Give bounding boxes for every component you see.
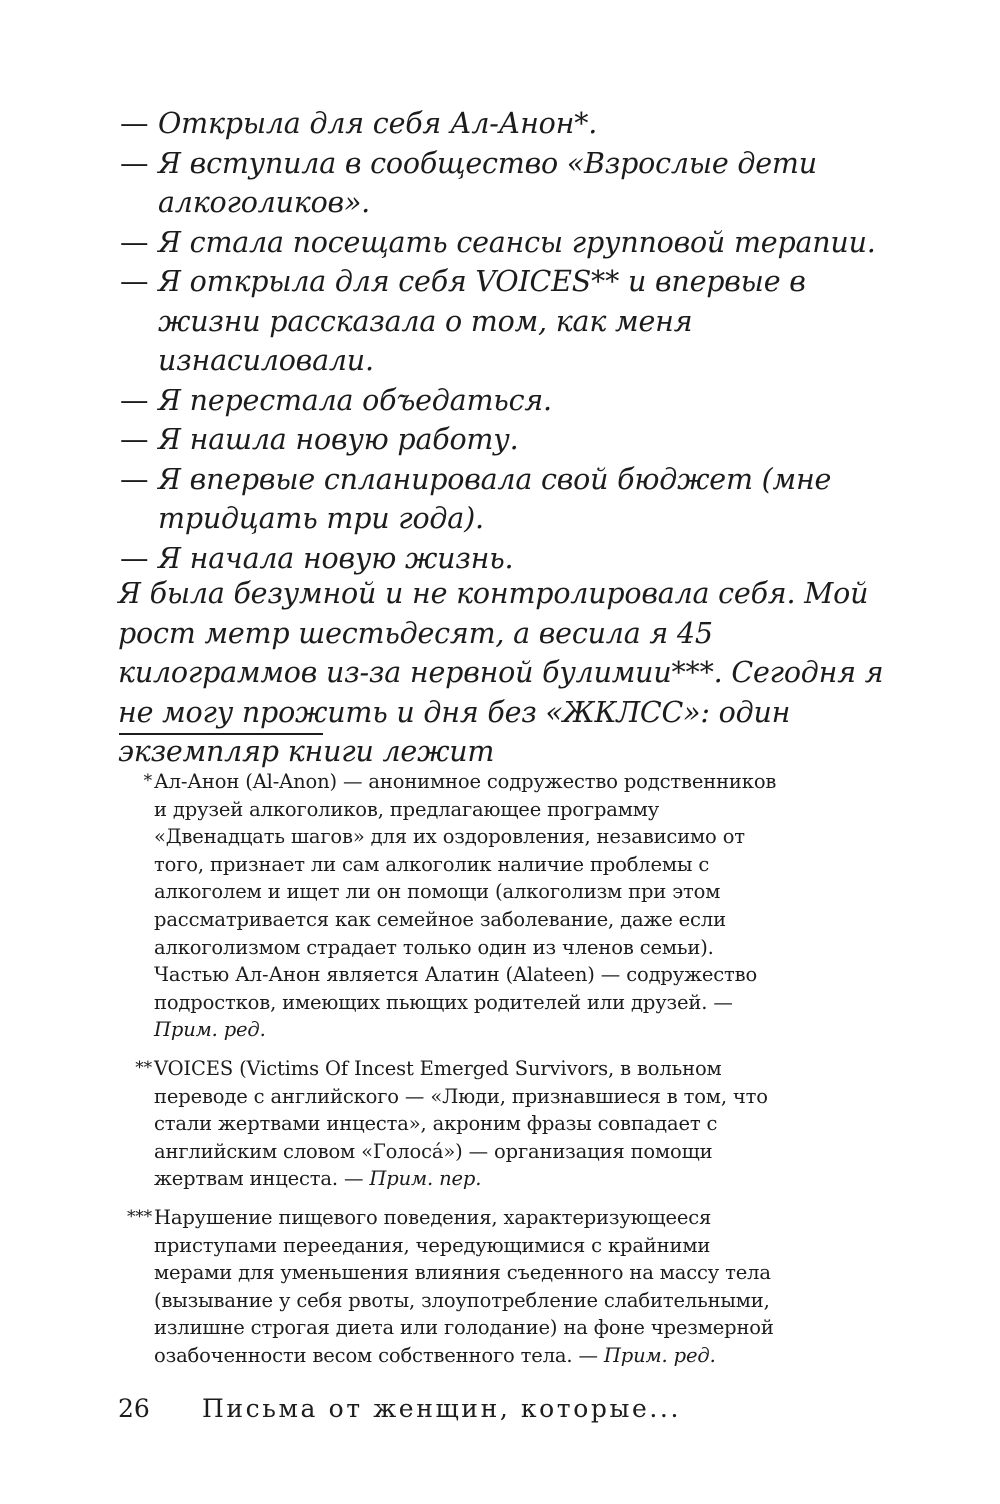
footnote-attribution: Прим. ред. <box>603 1343 716 1367</box>
achievement-list <box>120 104 900 578</box>
footnote-text: Ал-Анон (Al-Anon) — анонимное содружество родственников и друзей алкоголиков, предлагающее программу «Двенадцать шагов» для их оздоровления, независимо от того, признает ли сам алкоголик наличие проблемы с алкоголем и ищет ли он помощи (алкоголизм при этом рассматривается как семейное заболевание, даже если алкоголизмом страдает только один из членов семьи). Частью Ал-Анон является Алатин (Alateen) — содружество подростков, имеющих пьющих родителей или друзей. — <box>154 770 777 1014</box>
list-item <box>120 223 900 263</box>
list-dash: — <box>120 265 149 298</box>
footnote-attribution: Прим. пер. <box>369 1167 482 1191</box>
list-item-text: Я вступила в сообщество «Взрослые дети алкоголиков». <box>158 146 817 219</box>
footnote <box>120 1204 790 1370</box>
list-dash: — <box>120 107 149 140</box>
list-item-text: Открыла для себя Ал-Анон*. <box>158 107 598 140</box>
list-dash: — <box>120 462 149 496</box>
list-item-text: Я стала посещать сеансы групповой терапии. <box>158 225 876 259</box>
list-item-text: Я начала новую жизнь. <box>158 541 514 575</box>
footnote-marker: * <box>143 771 152 791</box>
page-number: 26 <box>118 1394 150 1423</box>
list-dash: — <box>120 225 149 259</box>
list-item-text: Я открыла для себя VOICES** и впервые в жизни рассказала о том, как меня изнасиловали. <box>158 265 806 377</box>
footnote-text: VOICES (Victims Of Incest Emerged Survivors, в вольном переводе с английского — «Люди, признавшиеся в том, что стали жертвами инцеста», акроним фразы совпадает с английским словом «Голосá») — организация помощи жертвам инцеста. — <box>154 1056 768 1191</box>
footnote-attribution: Прим. ред. <box>154 1018 266 1042</box>
list-item <box>120 262 900 381</box>
list-dash: — <box>120 541 149 575</box>
list-dash: — <box>120 423 149 456</box>
footnotes <box>120 768 790 1380</box>
footnote-text: Нарушение пищевого поведения, характеризующееся приступами переедания, чередующимися с крайними мерами для уменьшения влияния съеденного на массу тела (вызывание у себя рвоты, злоупотребление слабительными, излишне строгая диета или голодание) на фоне чрезмерной озабоченности весом собственного тела. — <box>154 1205 774 1367</box>
list-dash: — <box>120 383 149 417</box>
footnote <box>120 768 790 1044</box>
running-title: Письма от женщин, которые... <box>202 1394 682 1423</box>
footnote <box>120 1055 790 1193</box>
footnote-divider <box>119 733 323 735</box>
list-item <box>120 460 900 539</box>
list-item <box>120 420 900 460</box>
list-item <box>120 381 900 421</box>
body-paragraph: Я была безумной и не контролировала себя. Мой рост метр шестьдесят, а весила я 45 килограммов из-за нервной булимии***. Сегодня я не могу прожить и дня без «ЖКЛСС»: один экземпляр книги лежит <box>118 577 884 768</box>
list-item-text: Я впервые спланировала свой бюджет (мне тридцать три года). <box>158 462 832 535</box>
list-item <box>120 104 900 144</box>
footnote-marker: ** <box>135 1057 152 1078</box>
list-item-text: Я нашла новую работу. <box>158 423 519 456</box>
list-item <box>120 539 900 579</box>
page-footer <box>118 1394 898 1424</box>
list-item-text: Я перестала объедаться. <box>158 383 552 417</box>
list-dash: — <box>120 146 149 180</box>
footnote-marker: *** <box>126 1206 152 1227</box>
list-item <box>120 144 900 223</box>
